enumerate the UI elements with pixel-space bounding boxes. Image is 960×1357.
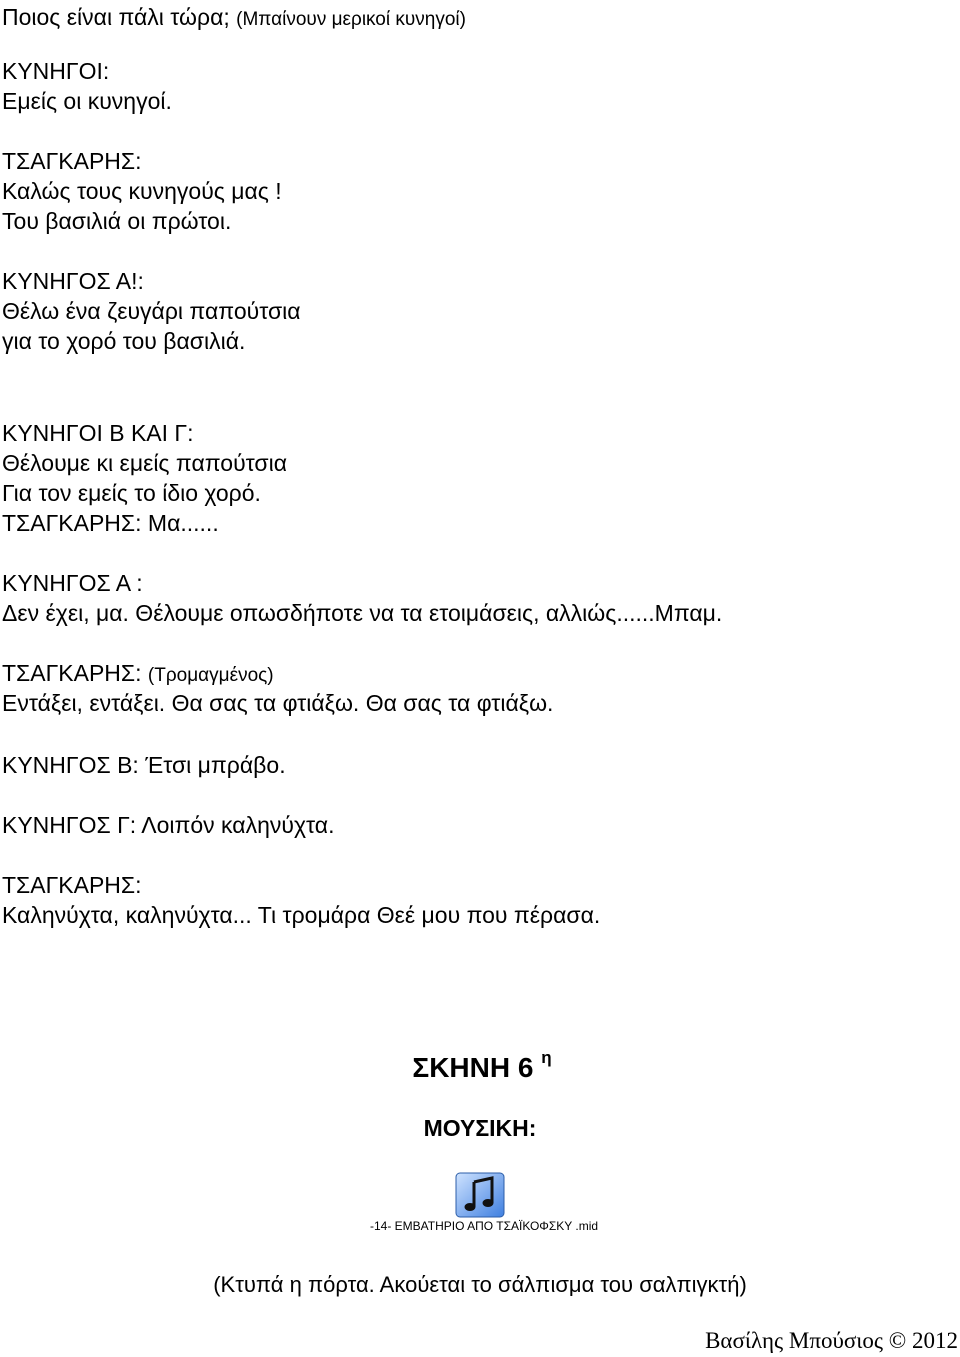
stage-note: (Μπαίνουν μερικοί κυνηγοί) — [236, 9, 466, 30]
dialogue-line: Θέλουμε κι εμείς παπούτσια — [2, 450, 288, 476]
stage-note: (Τρομαγμένος) — [147, 665, 274, 686]
scene-heading — [0, 1048, 960, 1084]
dialogue-line: Καλώς τους κυνηγούς μας ! — [2, 178, 282, 204]
dialogue-line: Εμείς οι κυνηγοί. — [2, 88, 172, 114]
speaker-label: ΚΥΝΗΓΟΣ Α : — [2, 570, 143, 596]
dialogue-line: Εντάξει, εντάξει. Θα σας τα φτιάξω. Θα σας τα φτιάξω. — [2, 690, 554, 716]
line-text: Ποιος είναι πάλι τώρα; — [2, 4, 230, 30]
footer-copyright: Βασίλης Μπούσιος © 2012 — [705, 1328, 958, 1353]
dialogue-line: για το χορό του βασιλιά. — [2, 328, 246, 354]
speaker-label: ΤΣΑΓΚΑΡΗΣ: — [2, 872, 142, 898]
speaker-label: ΤΣΑΓΚΑΡΗΣ: — [2, 660, 142, 686]
dialogue-line — [2, 660, 274, 689]
stage-direction: (Κτυπά η πόρτα. Ακούεται το σάλπισμα του σαλπιγκτή) — [213, 1272, 747, 1297]
dialogue-line: Για τον εμείς το ίδιο χορό. — [2, 480, 261, 506]
music-note-icon[interactable] — [455, 1172, 505, 1218]
speaker-label: ΚΥΝΗΓΟΙ Β ΚΑΙ Γ: — [2, 420, 194, 446]
dialogue-line: Δεν έχει, μα. Θέλουμε οπωσδήποτε να τα ετοιμάσεις, αλλιώς......Μπαμ. — [2, 600, 723, 626]
dialogue-line: ΚΥΝΗΓΟΣ Β: Έτσι μπράβο. — [2, 752, 286, 778]
scene-title: ΣΚΗΝΗ 6 — [412, 1052, 534, 1083]
dialogue-line: Θέλω ένα ζευγάρι παπούτσια — [2, 298, 301, 324]
dialogue-line: Του βασιλιά οι πρώτοι. — [2, 208, 232, 234]
music-heading: ΜΟΥΣΙΚΗ: — [423, 1115, 537, 1141]
dialogue-line: Καληνύχτα, καληνύχτα... Τι τρομάρα Θεέ μου που πέρασα. — [2, 902, 601, 928]
dialogue-line — [2, 4, 466, 33]
dialogue-line: ΚΥΝΗΓΟΣ Γ: Λοιπόν καληνύχτα. — [2, 812, 335, 838]
scene-superscript: η — [541, 1048, 552, 1067]
music-filename[interactable]: -14- ΕΜΒΑΤΗΡΙΟ ΑΠΟ ΤΣΑΪΚΟΦΣΚΥ .mid — [370, 1219, 599, 1233]
speaker-label: ΚΥΝΗΓΟΙ: — [2, 58, 110, 84]
speaker-label: ΚΥΝΗΓΟΣ Α!: — [2, 268, 144, 294]
dialogue-line: ΤΣΑΓΚΑΡΗΣ: Μα...... — [2, 510, 219, 536]
speaker-label: ΤΣΑΓΚΑΡΗΣ: — [2, 148, 142, 174]
